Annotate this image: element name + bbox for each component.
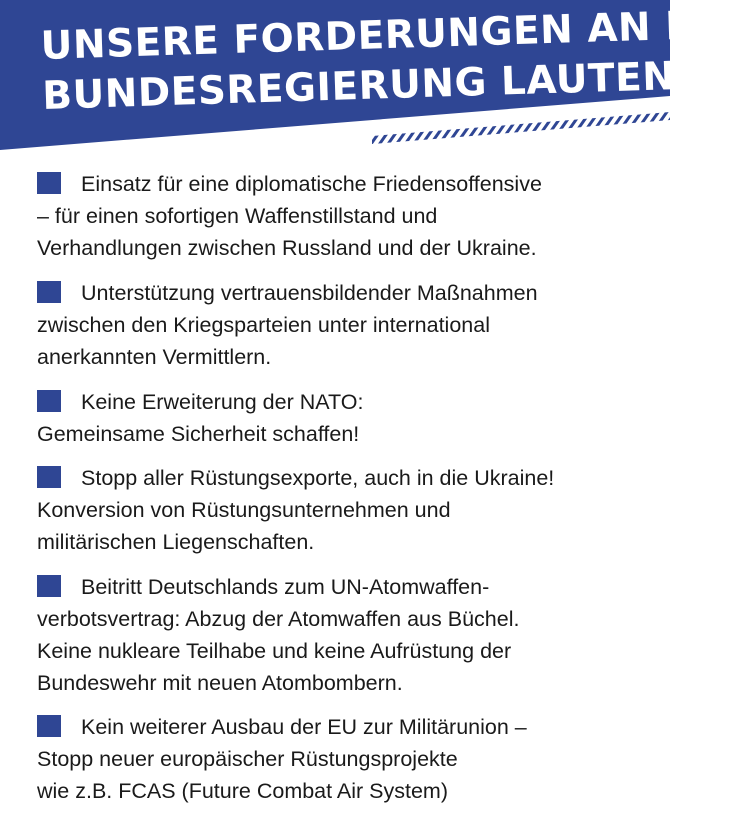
demand-text: Unterstützung vertrauensbildender Maßnahmen [81,281,538,305]
demand-text: Keine Erweiterung der NATO: [81,390,364,414]
demand-line: – für einen sofortigen Waffenstillstand und [37,204,438,228]
banner-hatch-stripe [372,112,670,144]
demand-line [37,571,637,603]
demand-line: wie z.B. FCAS (Future Combat Air System) [37,779,448,803]
demand-line: Verhandlungen zwischen Russland und der Ukraine. [37,236,537,260]
demand-line: anerkannten Vermittlern. [37,345,272,369]
demand-text: Beitritt Deutschlands zum UN-Atomwaffen- [81,575,490,599]
square-bullet-icon [37,281,61,303]
square-bullet-icon [37,715,61,737]
demand-line [37,277,637,309]
demand-line: Gemeinsame Sicherheit schaffen! [37,422,360,446]
demand-item-6 [37,711,637,807]
demand-line: Konversion von Rüstungsunternehmen und [37,498,451,522]
demand-line [37,386,637,418]
square-bullet-icon [37,466,61,488]
demand-line: Keine nukleare Teilhabe und keine Aufrüstung der [37,639,512,663]
demand-line: Bundeswehr mit neuen Atombombern. [37,671,403,695]
square-bullet-icon [37,172,61,194]
demand-text: Einsatz für eine diplomatische Friedensoffensive [81,172,542,196]
square-bullet-icon [37,575,61,597]
demand-text: Stopp aller Rüstungsexporte, auch in die Ukraine! [81,466,555,490]
demand-line [37,711,637,743]
demand-line [37,168,637,200]
demand-item-1 [37,168,637,264]
demand-item-3 [37,386,637,450]
demands-list [37,168,637,820]
demand-line: zwischen den Kriegsparteien unter international [37,313,490,337]
header-banner [0,0,741,160]
demand-line: Stopp neuer europäischer Rüstungsprojekte [37,747,458,771]
demand-item-5 [37,571,637,699]
demand-item-2 [37,277,637,373]
title-line-1: UNSERE FORDERUNGEN AN DIE [40,2,741,69]
square-bullet-icon [37,390,61,412]
demand-line: verbotsvertrag: Abzug der Atomwaffen aus Büchel. [37,607,520,631]
demand-line [37,462,637,494]
title-line-2: BUNDESREGIERUNG LAUTEN: [41,53,693,119]
demand-text: Kein weiterer Ausbau der EU zur Militärunion – [81,715,527,739]
demand-line: militärischen Liegenschaften. [37,530,315,554]
demand-item-4 [37,462,637,558]
